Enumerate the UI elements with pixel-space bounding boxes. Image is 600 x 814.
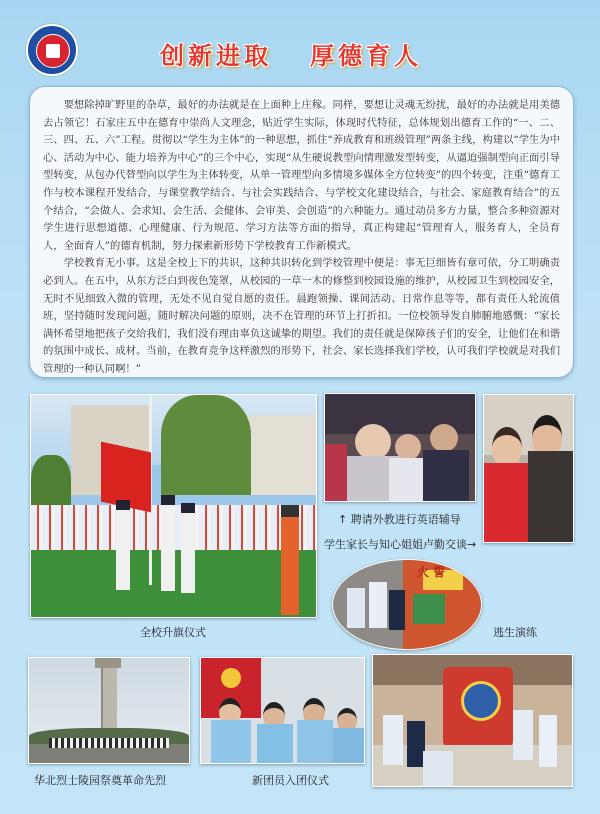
caption-league: 新团员入团仪式 — [252, 774, 329, 787]
photo-evacuation — [372, 654, 573, 787]
logo-emblem-icon — [36, 34, 70, 68]
caption-memorial: 华北烈士陵园祭奠革命先烈 — [34, 774, 166, 787]
paragraph-management: 学校教育无小事。这是全校上下的共识，这种共识转化到学校管理中便是：事无巨细皆有章可依，分工明确责必到人。在五中，从东方泛白到夜色笼罩，从校园的一草一木的修整到校园设施的维护，从校园卫生到校园安全，无时不见细致入微的管理，无处不见自觉自愿的责任。晨跑领操、课间活动、日常作息等等，都有责任人轮流值班，坚持随时发现问题，随时解决问题的原则，决不在管理的环节上打折扣。一位校领导发自肺腑地感慨：“家长满怀希望地把孩子交给我们，我们没有理由辜负这诚挚的期望。我们的责任就是保障孩子们的安全，让他们在和谐的氛围中成长、成材。当前，在教育竞争这样激烈的形势下，社会、家长选择我们学校，认可我们学校就是对我们管理的一种认同啊！” — [43, 257, 560, 375]
photo-memorial — [28, 657, 190, 764]
caption-english: ↑ 聘请外教进行英语辅导 — [338, 513, 461, 526]
photo-parents-talk — [483, 394, 574, 543]
paragraph-moral-education: 要想除掉旷野里的杂草，最好的办法就是在上面种上庄稼。同样，要想让灵魂无纷扰，最好的办法就是用美德去占领它！石家庄五中在德育中崇尚人文理念，贴近学生实际，体现时代特征，总体规划出德育工作的“一、二、三、四、五、六”工程。贯彻以“学生为主体”的一种思想，抓住“养成教育和班级管理”两条主线，构建以“学生为中心、活动为中心、能力培养为中心”的三个中心，实现“从生硬说教型向情理激发型转变，从逼迫强制型向正面引导型转变，从包办代替型向以学生为主体转变，从单一管理型向多情境多媒体全方位转变”的四个转变，注重“德育工作与校本课程开发结合，与课堂教学结合、与社会实践结合、与学校文化建设结合，与社会、家庭教育结合”的五个结合，“会做人、会求知、会生活、会健体、会审美、会创造”的六种能力。通过动员多方力量，整合多种资源对学生进行思想道德、心理健康、行为规范、学习方法等方面的指导，真正构建起“管理育人，服务育人，全员育人，全面育人”的德育机制，努力探索新形势下学校教育工作新模式。 — [43, 99, 560, 252]
banner-text: 火 誓 — [417, 565, 446, 579]
photo-flag-raising — [30, 394, 317, 618]
caption-flag: 全校升旗仪式 — [140, 626, 206, 639]
photo-escape-drill-circle — [332, 559, 482, 650]
caption-parents: 学生家长与知心姐姐卢勤交谈→ — [324, 538, 477, 551]
photo-league-induction — [200, 657, 365, 764]
article-panel — [29, 86, 574, 378]
caption-escape: 逃生演练 — [493, 626, 537, 639]
title-virtue: 厚德育人 — [310, 41, 422, 70]
title-innovation: 创新进取 — [160, 41, 272, 70]
school-logo — [26, 24, 78, 76]
photo-english-tutoring — [324, 393, 476, 502]
